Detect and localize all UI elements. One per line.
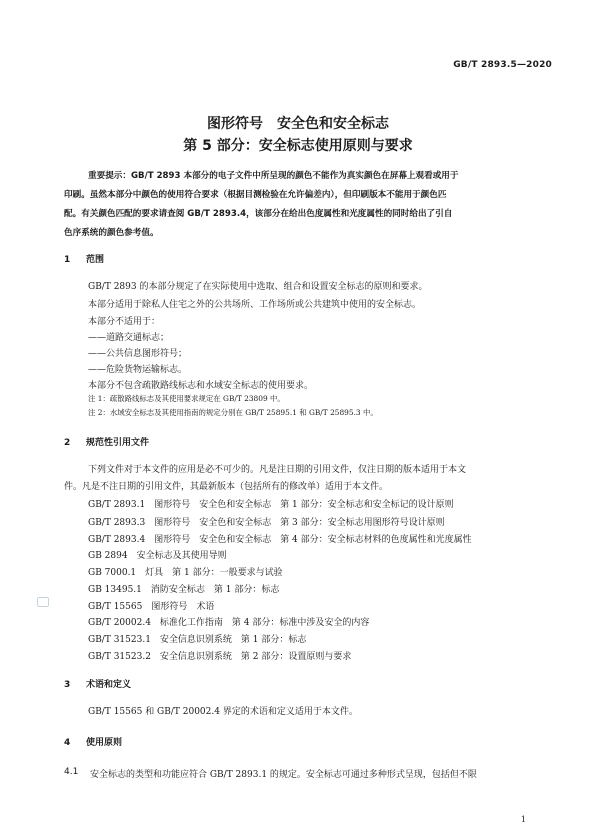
- reference-item: GB/T 2893.1 图形符号 安全色和安全标志 第 1 部分：安全标志和安全标记的设计原则: [88, 500, 454, 510]
- scope-line: ——危险货物运输标志。: [88, 365, 188, 375]
- standard-code: GB/T 2893.5—2020: [453, 60, 552, 70]
- scope-line: 本部分不包含疏散路线标志和水域安全标志的使用要求。: [88, 381, 314, 391]
- section-number: 4: [64, 738, 71, 748]
- notice-line: 印刷。虽然本部分中颜色的使用符合要求（根据目测检验在允许偏差内），但印刷版本不能用于颜色匹: [64, 190, 447, 200]
- clause-4-1: [64, 767, 86, 777]
- scope-line: ——公共信息图形符号；: [88, 349, 188, 359]
- terms-text: GB/T 15565 和 GB/T 20002.4 界定的术语和定义适用于本文件。: [88, 707, 358, 717]
- reference-item: GB 13495.1 消防安全标志 第 1 部分：标志: [88, 585, 280, 595]
- notice-line: 重要提示：GB/T 2893 本部分的电子文件中所呈现的颜色不能作为真实颜色在屏幕上观看或用于: [88, 171, 459, 181]
- intro-line: 下列文件对于本文件的应用是必不可少的。凡是注日期的引用文件，仅注日期的版本适用于本文: [88, 465, 467, 475]
- page-number: 1: [520, 815, 526, 824]
- section-title: 规范性引用文件: [86, 438, 150, 448]
- intro-line: 件。凡是不注日期的引用文件，其最新版本（包括所有的修改单）适用于本文件。: [64, 482, 389, 492]
- scope-note: 注 2：水域安全标志及其使用指南的规定分别在 GB/T 25895.1 和 GB/T 25895.3 中。: [88, 408, 378, 417]
- reference-item: GB/T 20002.4 标准化工作指南 第 4 部分：标准中涉及安全的内容: [88, 618, 370, 628]
- margin-mark: [37, 597, 49, 607]
- notice-line: 色序系统的颜色参考值。: [64, 228, 159, 238]
- notice-line: 配。有关颜色匹配的要求请查阅 GB/T 2893.4，该部分在给出色度属性和光度属性的同时给出了引自: [64, 209, 453, 219]
- scope-note: 注 1：疏散路线标志及其使用要求规定在 GB/T 23809 中。: [88, 394, 285, 403]
- clause-text: 安全标志的类型和功能应符合 GB/T 2893.1 的规定。安全标志可通过多种形式呈现，包括但不限: [90, 770, 477, 780]
- section-heading-normative-references: [64, 435, 149, 448]
- section-title: 术语和定义: [86, 680, 132, 690]
- reference-item: GB/T 2893.4 图形符号 安全色和安全标志 第 4 部分：安全标志材料的色度属性和光度属性: [88, 535, 472, 545]
- section-heading-terms: [64, 677, 131, 690]
- scope-line: ——道路交通标志；: [88, 333, 170, 343]
- reference-item: GB 2894 安全标志及其使用导则: [88, 551, 227, 561]
- reference-item: GB/T 15565 图形符号 术语: [88, 602, 215, 612]
- section-title: 使用原则: [86, 738, 123, 748]
- section-number: 2: [64, 438, 71, 448]
- reference-item: GB/T 31523.1 安全信息识别系统 第 1 部分：标志: [88, 635, 307, 645]
- clause-number: 4.1: [64, 767, 79, 777]
- references-intro: [64, 462, 540, 496]
- document-title: 图形符号 安全色和安全标志: [207, 116, 389, 132]
- reference-item: GB 7000.1 灯具 第 1 部分：一般要求与试验: [88, 568, 283, 578]
- important-notice: [64, 167, 538, 243]
- section-heading-scope: [64, 252, 104, 265]
- scope-line: 本部分适用于除私人住宅之外的公共场所、工作场所或公共建筑中使用的安全标志。: [88, 300, 422, 310]
- section-number: 3: [64, 680, 71, 690]
- document-subtitle: 第 5 部分：安全标志使用原则与要求: [183, 138, 413, 154]
- reference-item: GB/T 2893.3 图形符号 安全色和安全标志 第 3 部分：安全标志用图形符号设计原则: [88, 518, 445, 528]
- section-heading-usage-principles: [64, 735, 122, 748]
- section-title: 范围: [86, 255, 105, 265]
- reference-item: GB/T 31523.2 安全信息识别系统 第 2 部分：设置原则与要求: [88, 652, 352, 662]
- scope-line: 本部分不适用于：: [88, 317, 161, 327]
- section-number: 1: [64, 255, 71, 265]
- scope-line: GB/T 2893 的本部分规定了在实际使用中选取、组合和设置安全标志的原则和要求。: [88, 282, 428, 292]
